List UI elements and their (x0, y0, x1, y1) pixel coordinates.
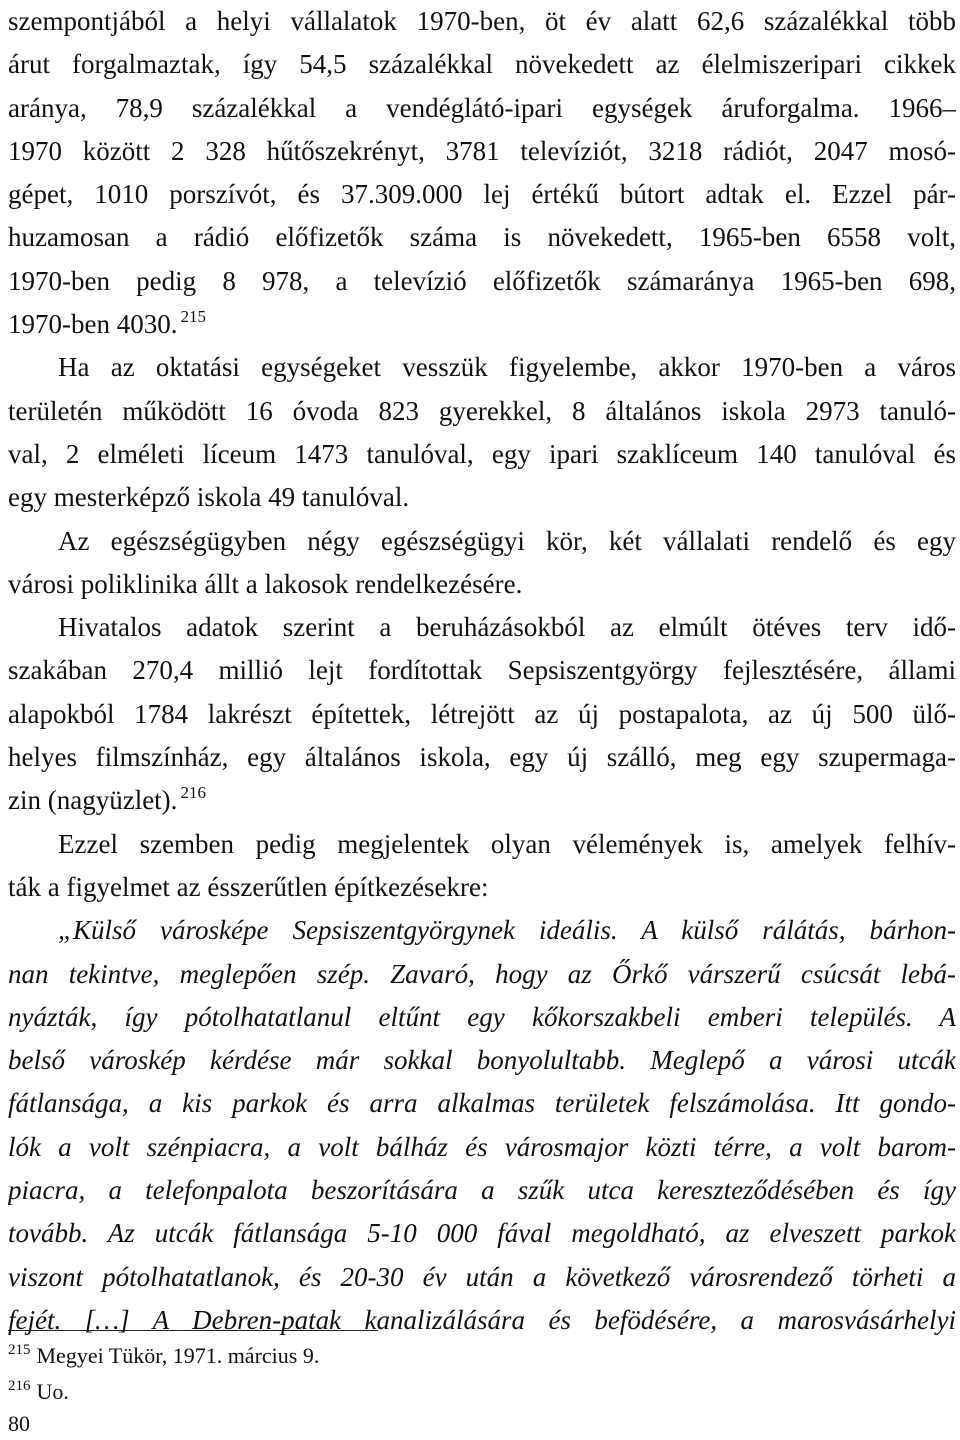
text-line: alapokból 1784 lakrészt építettek, létrejött az új postapalota, az új 500 ülő- (8, 698, 956, 729)
text-line: 1970-ben pedig 8 978, a televízió előfizetők számaránya 1965-ben 698, (8, 265, 956, 296)
quote-line: piacra, a telefonpalota beszorítására a szűk utca kereszteződésében és így (8, 1175, 956, 1206)
paragraph-5 (8, 823, 956, 910)
text-line: egy mesterképző iskola 49 tanulóval. (8, 482, 410, 513)
footnote-text: Uo. (36, 1379, 69, 1404)
text-line: ták a figyelmet az ésszerűtlen építkezésekre: (8, 871, 489, 902)
paragraph-3 (8, 520, 956, 607)
text-line: városi poliklinika állt a lakosok rendelkezésére. (8, 568, 523, 599)
footnotes (8, 1338, 908, 1410)
quote-line: „Külső városképe Sepsiszentgyörgynek ideális. A külső rálátás, bárhon- (58, 915, 956, 946)
footnote-divider (8, 1330, 378, 1331)
text-line (8, 303, 956, 346)
block-quote (8, 909, 956, 1342)
quote-line: lók a volt szénpiacra, a volt bálház és városmajor közti térre, a volt barom- (8, 1131, 956, 1162)
quote-line: nan tekintve, meglepően szép. Zavaró, hogy az Őrkő várszerű csúcsát lebá- (8, 958, 956, 989)
text-line: helyes filmszínház, egy általános iskola, egy új szálló, meg egy szupermaga- (8, 742, 956, 773)
quote-line: tovább. Az utcák fátlansága 5-10 000 fával megoldható, az elveszett parkok (8, 1218, 956, 1249)
paragraph-4 (8, 606, 956, 822)
footnote-reference[interactable]: 215 (180, 307, 206, 327)
quote-line: fejét. […] A Debren-patak kanalizálására és befödésére, a marosvásárhelyi (8, 1304, 956, 1335)
paragraph-1 (8, 0, 956, 346)
quote-line: viszont pótolhatatlanok, és 20-30 év után a következő városrendező törheti a (8, 1261, 956, 1292)
page-body (8, 0, 956, 1342)
text-line: huzamosan a rádió előfizetők száma is növekedett, 1965-ben 6558 volt, (8, 222, 956, 253)
quote-line: nyázták, így pótolhatatlanul eltűnt egy kőkorszakbeli emberi település. A (8, 1001, 956, 1032)
text-line: Ezzel szemben pedig megjelentek olyan vélemények is, amelyek felhív- (58, 828, 956, 859)
footnote-215 (8, 1338, 908, 1374)
text-line: aránya, 78,9 százalékkal a vendéglátó-ipari egységek áruforgalma. 1966– (8, 92, 956, 123)
text-line: árut forgalmaztak, így 54,5 százalékkal növekedett az élelmiszeripari cikkek (8, 49, 956, 80)
text-line: gépet, 1010 porszívót, és 37.309.000 lej értékű bútort adtak el. Ezzel pár- (8, 179, 956, 210)
text-line: val, 2 elméleti líceum 1473 tanulóval, egy ipari szaklíceum 140 tanulóval és (8, 438, 956, 469)
text-line (8, 779, 956, 822)
text-line: szakában 270,4 millió lejt fordítottak Sepsiszentgyörgy fejlesztésére, állami (8, 655, 956, 686)
text-line: 1970 között 2 328 hűtőszekrényt, 3781 televíziót, 3218 rádiót, 2047 mosó- (8, 135, 956, 166)
text-line-content: zin (nagyüzlet). (8, 785, 178, 816)
quote-line: belső városkép kérdése már sokkal bonyolultabb. Meglepő a városi utcák (8, 1045, 956, 1076)
text-line: Az egészségügyben négy egészségügyi kör, két vállalati rendelő és egy (58, 525, 956, 556)
paragraph-2 (8, 346, 956, 519)
page-number: 80 (8, 1411, 30, 1436)
text-line: területén működött 16 óvoda 823 gyerekkel, 8 általános iskola 2973 tanuló- (8, 395, 956, 426)
text-line: szempontjából a helyi vállalatok 1970-ben, öt év alatt 62,6 százalékkal több (8, 6, 956, 36)
footnote-reference[interactable]: 216 (180, 783, 206, 803)
footnote-216 (8, 1374, 908, 1410)
text-line-content: 1970-ben 4030. (8, 309, 178, 340)
text-line: Hivatalos adatok szerint a beruházásokból az elmúlt ötéves terv idő- (58, 612, 956, 643)
text-line: Ha az oktatási egységeket vesszük figyelembe, akkor 1970-ben a város (58, 352, 956, 383)
footnote-number: 216 (8, 1378, 31, 1394)
quote-line: fátlansága, a kis parkok és arra alkalmas területek felszámolása. Itt gondo- (8, 1088, 956, 1119)
footnote-number: 215 (8, 1342, 31, 1358)
footnote-text: Megyei Tükör, 1971. március 9. (36, 1343, 320, 1368)
